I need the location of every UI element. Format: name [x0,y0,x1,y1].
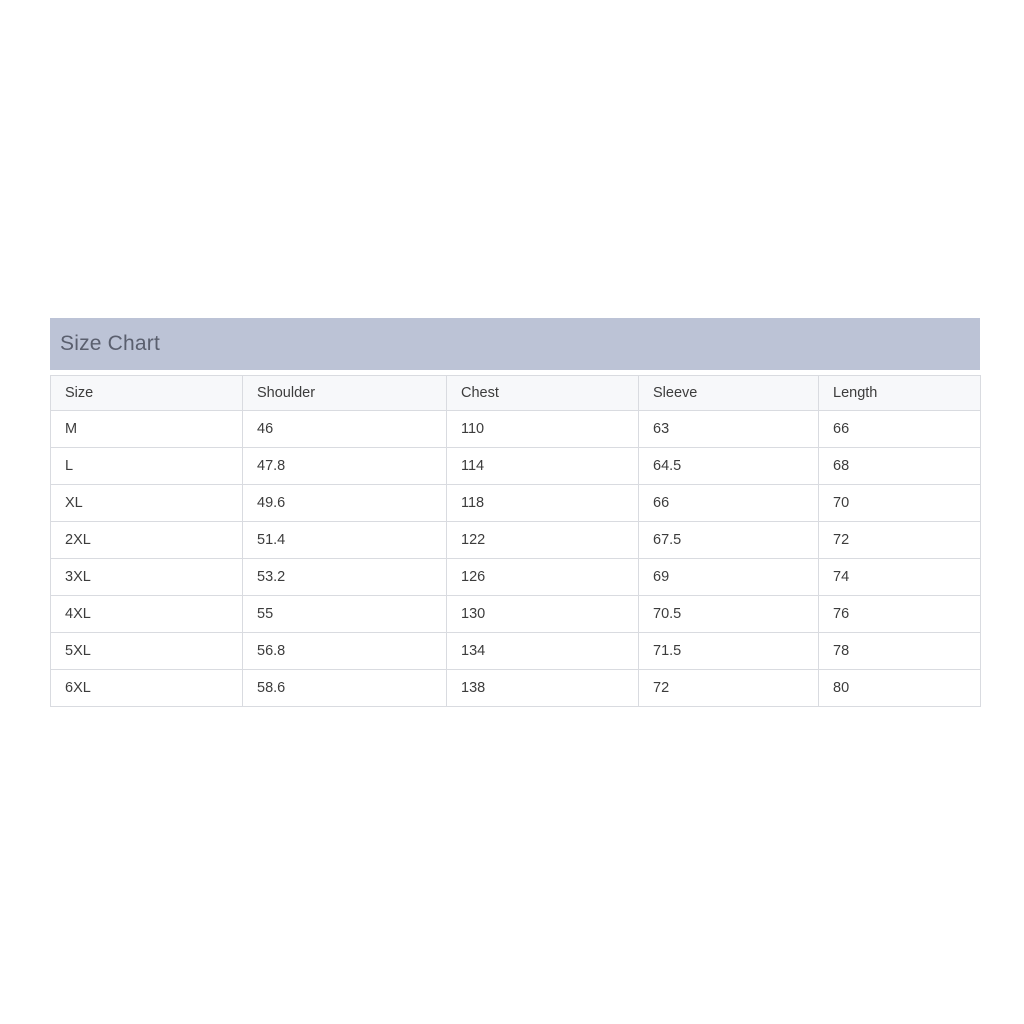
size-chart-table [50,375,981,707]
table-row [51,522,981,559]
column-header-sleeve: Sleeve [639,376,819,411]
cell-length: 66 [819,411,981,448]
cell-shoulder: 51.4 [243,522,447,559]
cell-sleeve: 71.5 [639,633,819,670]
size-chart-panel [50,318,980,707]
cell-shoulder: 49.6 [243,485,447,522]
cell-length: 78 [819,633,981,670]
cell-sleeve: 63 [639,411,819,448]
cell-shoulder: 46 [243,411,447,448]
cell-sleeve: 69 [639,559,819,596]
cell-length: 80 [819,670,981,707]
table-row [51,485,981,522]
cell-chest: 134 [447,633,639,670]
table-row [51,670,981,707]
cell-size: XL [51,485,243,522]
cell-size: L [51,448,243,485]
cell-chest: 126 [447,559,639,596]
table-row [51,559,981,596]
cell-shoulder: 58.6 [243,670,447,707]
column-header-size: Size [51,376,243,411]
cell-length: 74 [819,559,981,596]
cell-chest: 114 [447,448,639,485]
cell-size: 3XL [51,559,243,596]
cell-size: 6XL [51,670,243,707]
table-row [51,448,981,485]
cell-sleeve: 67.5 [639,522,819,559]
cell-size: 5XL [51,633,243,670]
cell-size: M [51,411,243,448]
cell-chest: 122 [447,522,639,559]
page-title: Size Chart [60,332,161,355]
cell-chest: 118 [447,485,639,522]
table-header-row [51,376,981,411]
cell-sleeve: 70.5 [639,596,819,633]
cell-length: 68 [819,448,981,485]
cell-shoulder: 56.8 [243,633,447,670]
cell-shoulder: 53.2 [243,559,447,596]
cell-length: 76 [819,596,981,633]
table-row [51,596,981,633]
column-header-chest: Chest [447,376,639,411]
table-row [51,411,981,448]
table-row [51,633,981,670]
cell-sleeve: 72 [639,670,819,707]
cell-sleeve: 66 [639,485,819,522]
size-chart-title-bar [50,318,980,370]
column-header-shoulder: Shoulder [243,376,447,411]
cell-chest: 110 [447,411,639,448]
cell-chest: 130 [447,596,639,633]
cell-length: 70 [819,485,981,522]
cell-shoulder: 47.8 [243,448,447,485]
cell-sleeve: 64.5 [639,448,819,485]
cell-size: 4XL [51,596,243,633]
cell-size: 2XL [51,522,243,559]
cell-length: 72 [819,522,981,559]
column-header-length: Length [819,376,981,411]
cell-shoulder: 55 [243,596,447,633]
cell-chest: 138 [447,670,639,707]
